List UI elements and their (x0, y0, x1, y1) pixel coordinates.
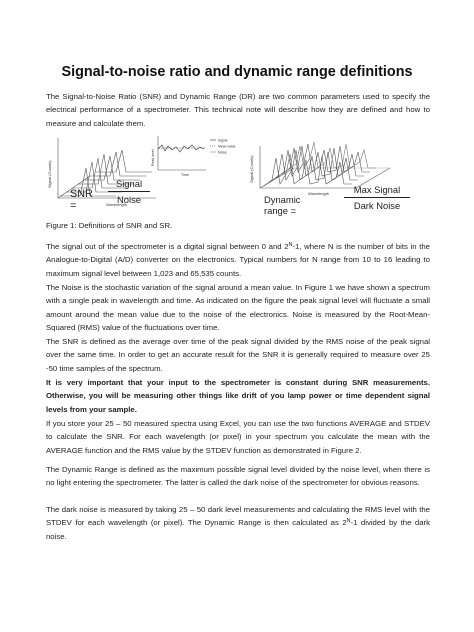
left-axis-label: Signal (Counts) (47, 160, 52, 188)
legend-mean: Mean value (218, 144, 236, 149)
paragraph-excel: If you store your 25 – 50 measured spectra using Excel, you can use the two functions AVERAGE and STDEV to calculate the SNR. For each wavelength (or pixel) in your spectrum you calculate the mean with the AVERAGE function and the RMS value by the STDEV function as demonstrated in Figure 2. (46, 419, 430, 455)
legend-noise: Noise (218, 150, 227, 155)
dr-denominator: Dark Noise (353, 200, 401, 211)
paragraph-snr: The SNR is defined as the average over time of the peak signal divided by the RMS noise of the peak signal over the same time. In order to get an accurate result for the SNR it is generally required to measure over 25 -50 time samples of the spectrum. (46, 337, 430, 373)
peak-level-inset (158, 136, 206, 170)
right-wavelength-label: Wavelength (308, 191, 329, 196)
paragraph-important: It is very important that your input to the spectrometer is constant during SNR measurements. Otherwise, you will be measuring other things like drift of you lamp power or time dependent signal levels from your sample. (46, 378, 430, 414)
paragraph-dark-noise-post: -1 divided by the dark noise. (46, 518, 430, 541)
paragraph-signal (46, 240, 430, 280)
page-title: Signal-to-noise ratio and dynamic range definitions (61, 64, 413, 80)
paragraph-signal-pre: The signal out of the spectrometer is a digital signal between 0 and 2 (46, 242, 289, 251)
left-wavelength-label: Wavelength (106, 202, 127, 207)
paragraph-noise: The Noise is the stochastic variation of the signal around a mean value. In Figure 1 we have shown a spectrum with a single peak in wavelength and time. As indicated on the figure the peak signal level will fluctuate a small amount around the mean value due to the noise of the electronics. Noise is measured by the Root-Mean-Squared (RMS) value of the fluctuations over time. (46, 283, 430, 332)
legend-signal: Signal (218, 138, 228, 143)
paragraph-dark-noise-sup: N (346, 518, 351, 525)
right-axis-label: Signal (Counts) (249, 155, 254, 183)
figure-illustration (46, 128, 430, 228)
inset-time-label: Time (181, 173, 189, 177)
intro-paragraph: The Signal-to-Noise Ratio (SNR) and Dynamic Range (DR) are two common parameters used to specify the electrical performance of a spectrometer. This technical note will describe how they are defined and how to measure and calculate them. (46, 92, 430, 128)
snr-denominator: Noise (117, 194, 141, 205)
snr-numerator: Signal (115, 178, 143, 189)
snr-lhs: SNR = (70, 188, 93, 212)
figure-1 (46, 128, 430, 228)
snr-fraction-bar (108, 191, 150, 192)
figure-caption: Figure 1: Definitions of SNR and SR. (46, 221, 173, 230)
dr-numerator: Max Signal (353, 184, 401, 195)
paragraph-dynamic-range: The Dynamic Range is defined as the maximum possible signal level divided by the noise level, when there is no light entering the spectrometer. The latter is called the dark noise of the spectrometer for obvious reasons. (46, 465, 430, 488)
dr-fraction (344, 184, 410, 211)
right-3d-plot (260, 142, 390, 188)
dr-lhs: Dynamic range = (264, 194, 301, 216)
dr-fraction-bar (344, 197, 410, 198)
peak-level-label: Peak level (151, 149, 155, 166)
paragraph-dark-noise-pre: The dark noise is measured by taking 25 – 50 dark level measurements and calculating the RMS level with the STDEV for each wavelength (or pixel). The Dynamic Range is then calculated as 2 (46, 505, 430, 528)
paragraph-dark-noise (46, 503, 430, 543)
snr-fraction (108, 178, 150, 205)
paragraph-signal-post: -1, where N is the number of bits in the Analogue-to-Digital (A/D) converter on the electronics. Typical numbers for N range from 10 to 16 leading to maximum signal level between 1,023 and 65,535 counts. (46, 242, 430, 278)
inset-legend (210, 139, 236, 155)
paragraph-signal-sup: N (288, 242, 293, 248)
